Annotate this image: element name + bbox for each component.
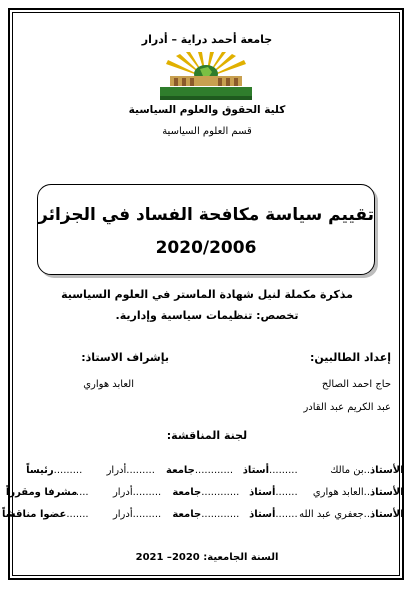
member-name: العابد هواري <box>312 487 364 498</box>
committee-row: الأستاذ .. جعفري عبد الله ....... أستاذ ............ جامعة ......... أدرار ....... عضوا مناقشاً <box>0 509 398 520</box>
academic-year: السنة الجامعية: 2020– 2021 <box>135 552 279 563</box>
faculty-name: كلية الحقوق والعلوم السياسية <box>128 104 286 116</box>
committee-label: لجنة المناقشة: <box>166 429 248 442</box>
university-logo <box>156 52 256 102</box>
thesis-title: تقييم سياسة مكافحة الفساد في الجزائر <box>38 205 374 225</box>
member-rank: أستاذ <box>249 487 276 498</box>
committee-row: الأستاذ .. بن مالك ......... أستاذ ............ جامعة ......... أدرار ......... رئيساً <box>0 465 398 476</box>
department-name: قسم العلوم السياسية <box>162 126 252 137</box>
member-rank: أستاذ <box>249 509 276 520</box>
member-place: أدرار <box>106 465 127 476</box>
students-label: إعداد الطالبين: <box>309 351 391 364</box>
member-role: مشرفا ومقرراً <box>5 487 78 498</box>
thesis-specialty: تخصص: تنظيمات سياسية وإدارية. <box>115 309 299 322</box>
member-title: الأستاذ <box>370 465 404 476</box>
thesis-years: 2020/2006 <box>155 238 257 258</box>
member-university: جامعة <box>172 487 202 498</box>
supervision-label: بإشراف الاستاذ: <box>81 351 169 364</box>
member-place: أدرار <box>112 509 133 520</box>
title-box <box>37 184 375 275</box>
student-name: عبد الكريم عبد القادر <box>303 402 391 413</box>
member-role: عضوا مناقشاً <box>1 509 67 520</box>
student-name: حاج احمد الصالح <box>321 379 391 390</box>
member-role: رئيساً <box>26 465 54 476</box>
member-name: بن مالك <box>330 465 364 476</box>
thesis-purpose: مذكرة مكملة لنيل شهادة الماستر في العلوم السياسية <box>61 288 353 301</box>
member-title: الأستاذ <box>370 509 404 520</box>
member-title: الأستاذ <box>370 487 404 498</box>
member-university: جامعة <box>172 509 202 520</box>
university-name: جامعة أحمد دراية – أدرار <box>141 33 273 46</box>
member-rank: أستاذ <box>242 465 270 476</box>
member-place: أدرار <box>112 487 133 498</box>
member-university: جامعة <box>166 465 195 476</box>
logo-building <box>170 76 242 86</box>
committee-row: الأستاذ .. العابد هواري ....... أستاذ ............ جامعة ......... أدرار .... مشرفا ومقرراً <box>5 487 404 498</box>
supervisor-name: العابد هواري <box>83 379 134 390</box>
member-name: جعفري عبد الله <box>299 509 364 520</box>
